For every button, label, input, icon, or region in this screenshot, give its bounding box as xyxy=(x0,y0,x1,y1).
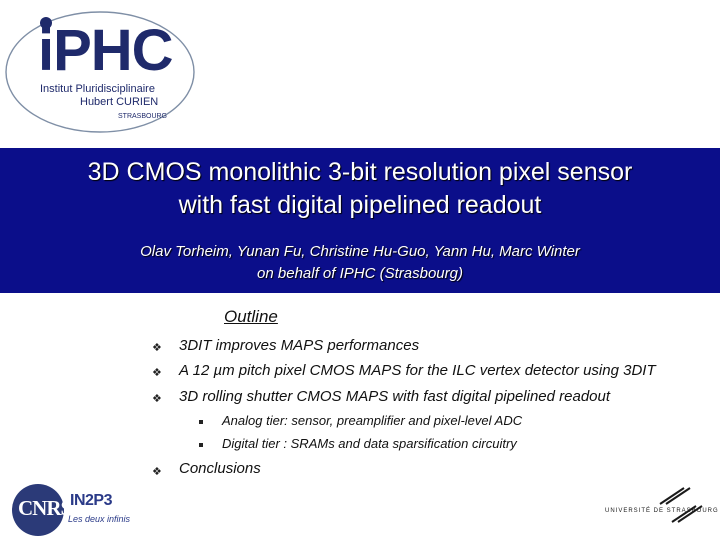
list-item: 3DIT improves MAPS performances xyxy=(179,337,420,354)
title-banner xyxy=(0,148,720,293)
diamond-bullet-icon: ❖ xyxy=(152,393,162,405)
unistra-mark-graphic xyxy=(600,482,710,532)
authors-line-2: on behalf of IPHC (Strasbourg) xyxy=(257,265,463,282)
diamond-bullet-icon: ❖ xyxy=(152,367,162,379)
in2p3-wordmark: IN2P3 xyxy=(70,492,112,509)
title-line-2: with fast digital pipelined readout xyxy=(178,191,542,219)
iphc-subtitle-1: Institut Pluridisciplinaire xyxy=(40,83,155,95)
author-block xyxy=(0,241,720,285)
authors-line-1: Olav Torheim, Yunan Fu, Christine Hu-Guo, Yann Hu, Marc Winter xyxy=(140,243,580,260)
list-subitem: Digital tier : SRAMs and data sparsification circuitry xyxy=(222,436,517,451)
unistra-logo xyxy=(600,482,719,532)
iphc-logo xyxy=(0,0,200,135)
list-item: Conclusions xyxy=(179,460,261,477)
list-subitem: Analog tier: sensor, preamplifier and pixel-level ADC xyxy=(222,413,523,428)
iphc-subtitle-2: Hubert CURIEN xyxy=(80,96,159,108)
iphc-subtitle-3: STRASBOURG xyxy=(118,113,168,120)
square-bullet-icon xyxy=(199,443,203,447)
unistra-wordmark: UNIVERSITÉ DE STRASBOURG xyxy=(605,508,719,514)
diamond-bullet-icon: ❖ xyxy=(152,466,162,478)
title-line-1: 3D CMOS monolithic 3-bit resolution pixel sensor xyxy=(87,158,633,186)
list-item: A 12 µm pitch pixel CMOS MAPS for the ILC vertex detector using 3DIT xyxy=(179,362,656,379)
slide-title xyxy=(0,156,720,222)
square-bullet-icon xyxy=(199,420,203,424)
list-item: 3D rolling shutter CMOS MAPS with fast digital pipelined readout xyxy=(179,388,611,405)
diamond-bullet-icon: ❖ xyxy=(152,342,162,354)
iphc-wordmark: iPHC xyxy=(38,18,173,83)
in2p3-tagline: Les deux infinis xyxy=(68,514,131,524)
cnrs-in2p3-logo xyxy=(8,478,140,540)
cnrs-wordmark: CNRS xyxy=(18,496,72,520)
outline-heading: Outline xyxy=(224,307,278,326)
